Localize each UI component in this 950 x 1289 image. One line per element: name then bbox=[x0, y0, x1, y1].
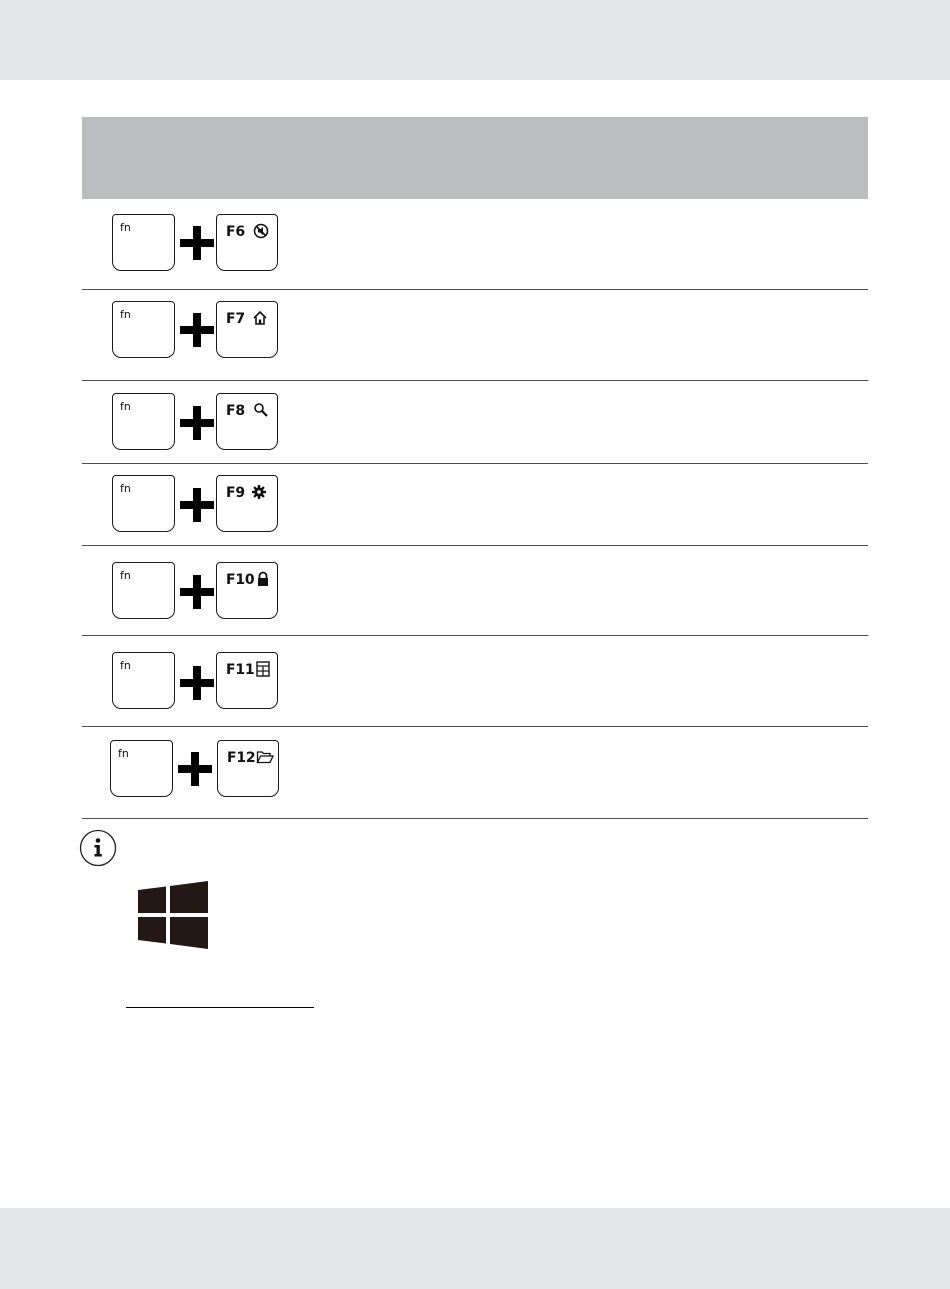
plus-icon bbox=[180, 313, 214, 347]
fn-key bbox=[110, 740, 173, 797]
f-key-label: F11 bbox=[226, 662, 255, 678]
mute-icon bbox=[253, 223, 269, 239]
row-divider bbox=[82, 545, 868, 546]
f6-key bbox=[216, 214, 278, 271]
plus-icon bbox=[178, 752, 212, 786]
row-divider bbox=[82, 463, 868, 464]
underline-rule bbox=[126, 1007, 314, 1008]
fn-key-label: fn bbox=[120, 482, 131, 495]
plus-icon bbox=[180, 488, 214, 522]
info-icon bbox=[79, 829, 117, 867]
fn-key bbox=[112, 475, 175, 532]
fn-key-label: fn bbox=[120, 569, 131, 582]
fn-key bbox=[112, 393, 175, 450]
fn-key bbox=[112, 652, 175, 709]
gear-icon bbox=[251, 484, 267, 500]
fn-key bbox=[112, 301, 175, 358]
f9-key bbox=[216, 475, 278, 532]
home-icon bbox=[252, 310, 268, 326]
calculator-icon bbox=[255, 661, 271, 677]
fn-key bbox=[112, 562, 175, 619]
bottom-band bbox=[0, 1208, 950, 1289]
fn-key-label: fn bbox=[118, 747, 129, 760]
plus-icon bbox=[180, 226, 214, 260]
row-divider bbox=[82, 289, 868, 290]
windows-logo-icon bbox=[138, 880, 208, 950]
f-key-label: F7 bbox=[226, 311, 245, 327]
fn-key-label: fn bbox=[120, 659, 131, 672]
row-divider bbox=[82, 635, 868, 636]
top-band bbox=[0, 0, 950, 80]
lock-icon bbox=[255, 571, 271, 587]
fn-key-label: fn bbox=[120, 221, 131, 234]
f11-key bbox=[216, 652, 278, 709]
fn-key-label: fn bbox=[120, 400, 131, 413]
f10-key bbox=[216, 562, 278, 619]
fn-key-label: fn bbox=[120, 308, 131, 321]
f12-key bbox=[217, 740, 279, 797]
fn-key bbox=[112, 214, 175, 271]
row-divider bbox=[82, 726, 868, 727]
f-key-label: F6 bbox=[226, 224, 245, 240]
f-key-label: F9 bbox=[226, 485, 245, 501]
f-key-label: F8 bbox=[226, 403, 245, 419]
plus-icon bbox=[180, 406, 214, 440]
table-header bbox=[82, 117, 868, 199]
folder-icon bbox=[256, 749, 274, 765]
f-key-label: F12 bbox=[227, 750, 256, 766]
f7-key bbox=[216, 301, 278, 358]
search-icon bbox=[253, 402, 269, 418]
plus-icon bbox=[180, 666, 214, 700]
plus-icon bbox=[180, 575, 214, 609]
row-divider bbox=[82, 818, 868, 819]
row-divider bbox=[82, 380, 868, 381]
f8-key bbox=[216, 393, 278, 450]
f-key-label: F10 bbox=[226, 572, 255, 588]
